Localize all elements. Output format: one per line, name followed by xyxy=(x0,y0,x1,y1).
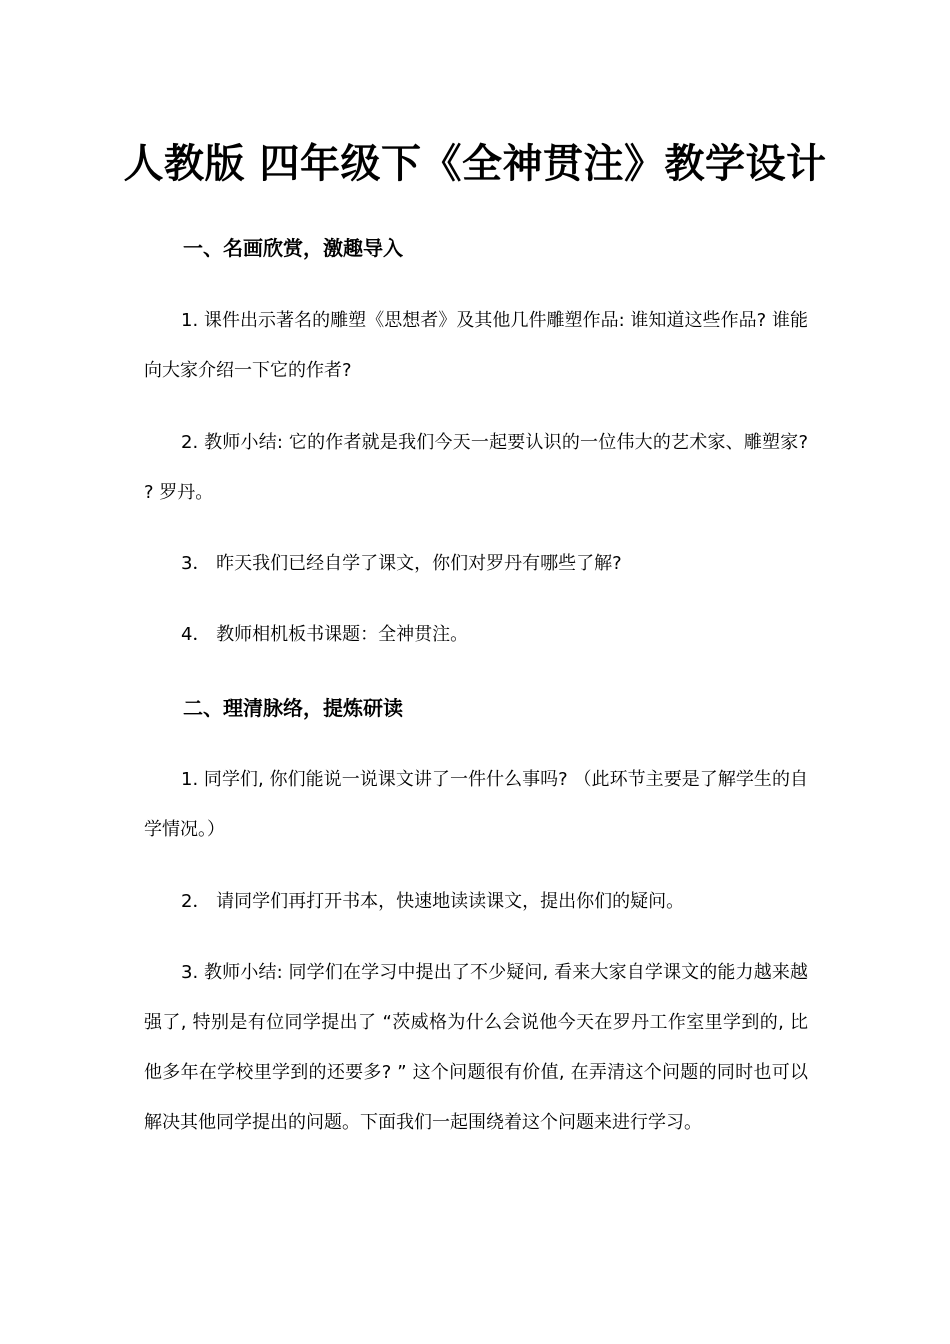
paragraph-1-3: 3． 昨天我们已经自学了课文，你们对罗丹有哪些了解? xyxy=(181,553,622,574)
paragraph-2-3: 3. 教师小结: 同学们在学习中提出了不少疑问, 看来大家自学课文的能力越来越强了, 特别是有位同学提出了 “茨威格为什么会说他今天在罗丹工作室里学到的, 比他多年在学校里学到的还要多? ” 这个问题很有价值, 在弄清这个问题的同时也可以解决其他同学提出的问题。下面我们一起围绕着这个问题来进行学习。 xyxy=(144,962,808,1133)
paragraph-2-2: 2． 请同学们再打开书本，快速地读读课文，提出你们的疑问。 xyxy=(181,891,685,912)
paragraph-1-4: 4． 教师相机板书课题：全神贯注。 xyxy=(181,624,469,645)
document-title: 人教版 四年级下《全神贯注》教学设计 xyxy=(123,141,827,187)
section-heading-2: 二、理清脉络，提炼研读 xyxy=(183,696,403,720)
paragraph-1-1: 1. 课件出示著名的雕塑《思想者》及其他几件雕塑作品: 谁知道这些作品? 谁能向大家介绍一下它的作者? xyxy=(144,310,808,381)
section-heading-1: 一、名画欣赏，激趣导入 xyxy=(183,236,403,260)
paragraph-2-1: 1. 同学们, 你们能说一说课文讲了一件什么事吗? （此环节主要是了解学生的自学情况。） xyxy=(144,769,808,840)
paragraph-1-2: 2. 教师小结: 它的作者就是我们今天一起要认识的一位伟大的艺术家、雕塑家? ? 罗丹。 xyxy=(144,432,808,503)
